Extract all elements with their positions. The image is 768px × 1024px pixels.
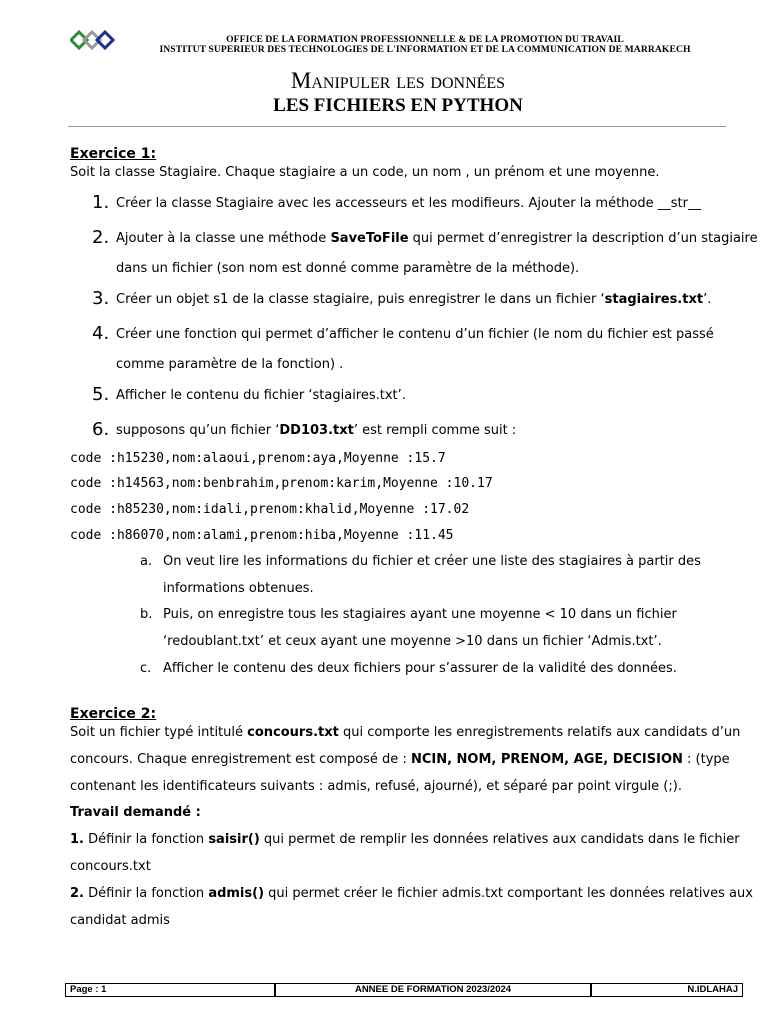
task-2: 2. Définir la fonction admis() qui permet créer le fichier admis.txt comportant les données relatives aux [70, 886, 753, 901]
page-subtitle: LES FICHIERS EN PYTHON [273, 95, 523, 116]
task-2-continued: candidat admis [70, 913, 170, 928]
task-1-continued: concours.txt [70, 859, 151, 874]
exercice1-heading: Exercice 1: [70, 146, 157, 162]
item-number: 2. [92, 227, 110, 248]
item-text-continued: comme paramètre de la fonction) . [116, 357, 344, 372]
subitem-text: Puis, on enregistre tous les stagiaires ayant une moyenne < 10 dans un fichier [163, 607, 677, 622]
task-1: 1. Définir la fonction saisir() qui permet de remplir les données relatives aux candidats dans le fichier [70, 832, 740, 847]
item-text: supposons qu’un fichier ‘DD103.txt’ est rempli comme suit : [116, 423, 517, 438]
footer-page-number: Page : 1 [70, 984, 107, 995]
item-number: 1. [92, 192, 110, 213]
header-office-line: OFFICE DE LA FORMATION PROFESSIONNELLE & DE LA PROMOTION DU TRAVAIL [226, 34, 624, 45]
code-line: code :h85230,nom:idali,prenom:khalid,Moyenne :17.02 [70, 502, 470, 517]
subitem-letter: a. [140, 554, 153, 569]
header-institute-line: INSTITUT SUPERIEUR DES TECHNOLOGIES DE L'INFORMATION ET DE LA COMMUNICATION DE MARRAKECH [159, 44, 691, 55]
item-text: Afficher le contenu du fichier ‘stagiaires.txt’. [116, 388, 406, 403]
subitem-text-continued: ‘redoublant.txt’ et ceux ayant une moyenne >10 dans un fichier ‘Admis.txt’. [163, 634, 662, 649]
title-divider [68, 126, 726, 127]
exercice2-paragraph-line: concours. Chaque enregistrement est composé de : NCIN, NOM, PRENOM, AGE, DECISION : (type [70, 752, 730, 767]
item-text: Créer la classe Stagiaire avec les accesseurs et les modifieurs. Ajouter la méthode __str__ [116, 196, 701, 211]
code-line: code :h15230,nom:alaoui,prenom:aya,Moyenne :15.7 [70, 451, 446, 466]
item-text: Créer un objet s1 de la classe stagiaire, puis enregistrer le dans un fichier ‘stagiaires.txt’. [116, 292, 712, 307]
travail-demande-label: Travail demandé : [70, 805, 201, 820]
exercice2-paragraph-line: contenant les identificateurs suivants : admis, refusé, ajourné), et séparé par point virgule (;). [70, 779, 682, 794]
footer-year: ANNEE DE FORMATION 2023/2024 [274, 984, 590, 996]
subitem-letter: b. [140, 607, 153, 622]
exercice1-intro: Soit la classe Stagiaire. Chaque stagiaire a un code, un nom , un prénom et une moyenne. [70, 165, 660, 180]
item-number: 5. [92, 384, 110, 405]
footer-author: N.IDLAHAJ [590, 984, 742, 996]
item-number: 3. [92, 288, 110, 309]
subitem-text: On veut lire les informations du fichier et créer une liste des stagiaires à partir des [163, 554, 701, 569]
subitem-text: Afficher le contenu des deux fichiers pour s’assurer de la validité des données. [163, 661, 677, 676]
code-line: code :h14563,nom:benbrahim,prenom:karim,Moyenne :10.17 [70, 476, 493, 491]
item-text: Ajouter à la classe une méthode SaveToFile qui permet d’enregistrer la description d’un stagiaire [116, 231, 758, 246]
subitem-text-continued: informations obtenues. [163, 581, 314, 596]
item-number: 6. [92, 419, 110, 440]
item-text-continued: dans un fichier (son nom est donné comme paramètre de la méthode). [116, 261, 580, 276]
ofppt-logo-icon [70, 30, 118, 52]
code-line: code :h86070,nom:alami,prenom:hiba,Moyenne :11.45 [70, 528, 454, 543]
subitem-letter: c. [140, 661, 152, 676]
exercice2-paragraph-line: Soit un fichier typé intitulé concours.txt qui comporte les enregistrements relatifs aux candidats d’un [70, 725, 741, 740]
item-number: 4. [92, 323, 110, 344]
page-footer [65, 983, 743, 997]
exercice2-heading: Exercice 2: [70, 706, 157, 722]
item-text: Créer une fonction qui permet d’afficher le contenu d’un fichier (le nom du fichier est passé [116, 327, 714, 342]
page-title: Manipuler les données [290, 68, 506, 93]
